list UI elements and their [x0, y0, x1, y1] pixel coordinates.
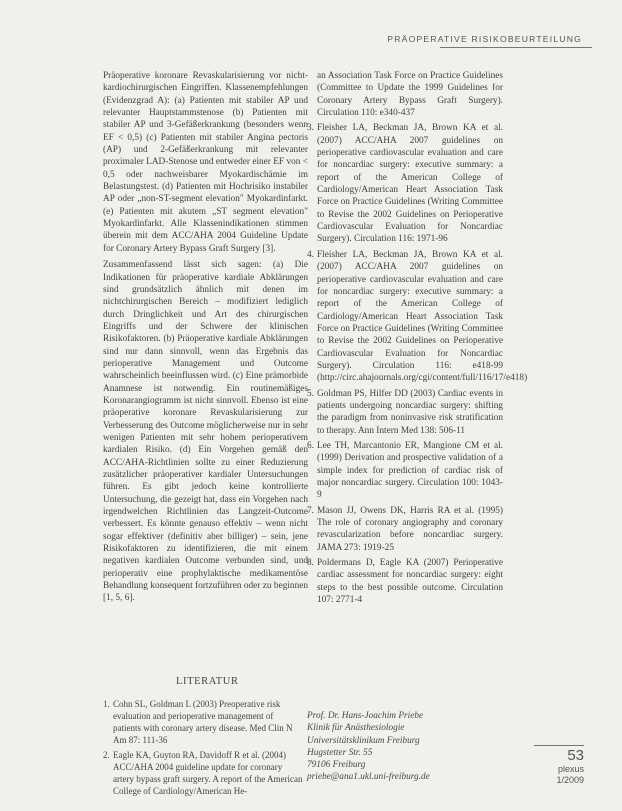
header-rule: [440, 47, 592, 48]
paragraph-summary: Zusammenfassend lässt sich sagen: (a) Die Indikationen für präoperative kardiale Abklärungen sind grundsätzlich ähnlich mit denen im nichtchirurgischen Bereich – modifiziert lediglich durch Dringlichkeit und Art des chirurgischen Eingriffs und der Schwere der klinischen Risikofaktoren. (b) Präoperative kardiale Abklärungen sind nur dann sinnvoll, wenn das Ergebnis das perioperative Management und Outcome wahrscheinlich beeinflussen wird. (c) Eine prämorbide Anamnese ist notwendig. Ein routinemäßiges Koronarangiogramm ist nicht sinnvoll. Ebenso ist eine präoperative koronare Revaskularisierung zur Verbesserung des Outcome möglicherweise nur in sehr wenigen Patienten mit sehr hohem perioperativem kardialen Risiko. (d) Ein Vorgehen gemäß den ACC/AHA-Richtlinien sollte zu einer Reduzierung zusätzlicher präoperativer kardialer Untersuchungen führen. Es gibt jedoch keine kontrollierte Untersuchung, die gezeigt hat, dass ein Vorgehen nach irgendwelchen Richtlinien das Langzeit-Outcome verbessert. Es könnte genauso effektiv – wenn nicht sogar effektiver (definitiv aber billiger) – sein, jene Risikofaktoren zu identifizieren, die mit einem negativen kardialen Outcome verbunden sind, und perioperativ eine prophylaktische medikamentöse Behandlung konsequent fortzuführen oder zu beginnen [1, 5, 6].: [103, 260, 308, 604]
literature-heading: LITERATUR: [176, 676, 239, 687]
reference-list-continued: [307, 70, 528, 606]
footer-rule: [534, 745, 584, 746]
journal-issue: 1/2009: [556, 775, 584, 785]
reference-item: 2. Eagle KA, Guyton RA, Davidoff R et al. (2004) ACC/AHA 2004 guideline update for coronary artery bypass graft surgery. A report of the American College of Cardiology/American He-: [103, 750, 303, 796]
address-line: Hugstetter Str. 55: [307, 747, 373, 758]
right-column: [307, 70, 528, 609]
address-line: 79106 Freiburg: [307, 760, 366, 771]
address-line: Klinik für Anästhesiologie: [307, 723, 405, 734]
paragraph-recommendations: Präoperative koronare Revaskularisierung vor nicht-kardiochirurgischen Eingriffen. Klassenempfehlungen (Evidenzgrad A): (a) Patienten mit stabiler AP und relevanter Hauptstammstenose (b) Patienten mit stabiler AP und 3-Gefäßerkrankung (besonders wenn EF < 0,5) (c) Patienten mit stabiler Angina pectoris (AP) und 2-Gefäßerkrankung mit relevanter proximaler LAD-Stenose und entweder einer EF von < 0,5 oder nachweisbarer Myokardischämie im Belastungstest. (d) Patienten mit Hochrisiko instabiler AP oder „non-ST-segment elevation" Myokardinfarkt. (e) Patienten mit akutem „ST segment elevation" Myokardinfarkt. Alle Klassenindikationen stimmen überein mit dem ACC/AHA 2004 Guideline Update for Coronary Artery Bypass Graft Surgery [3].: [103, 71, 308, 254]
page-footer: [534, 745, 584, 786]
reference-item: 5. Goldman PS, Hilfer DD (2003) Cardiac events in patients undergoing noncardiac surgery: shifting the paradigm from noninvasive risk stratification to therapy. Ann Intern Med 138: 506-11: [307, 388, 503, 436]
journal-name: plexus: [557, 764, 584, 774]
reference-item: 8. Poldermans D, Eagle KA (2007) Perioperative cardiac assessment for noncardiac surgery: eight steps to the best possible outcome. Circulation 107: 2771-4: [307, 558, 503, 606]
reference-item: 3. Fleisher LA, Beckman JA, Brown KA et al. (2007) ACC/AHA 2007 guidelines on perioperative cardiovascular evaluation and care for noncardiac surgery: executive summary: a report of the American College of Cardiology/American Heart Association Task Force on Practice Guidelines (Writing Committee to Revise the 2002 Guidelines on Perioperative Cardiovascular Evaluation for Noncardiac Surgery). Circulation 116: 1971-96: [307, 123, 503, 245]
address-line: Universitätsklinikum Freiburg: [307, 735, 420, 746]
reference-item: an Association Task Force on Practice Guidelines (Committee to Update the 1999 Guidelines for Coronary Artery Bypass Graft Surgery). Circulation 110: e340-437: [317, 71, 503, 119]
literature-list: [103, 698, 303, 800]
page-number: 53: [567, 747, 584, 764]
reference-item: 4. Fleisher LA, Beckman JA, Brown KA et al. (2007) ACC/AHA 2007 guidelines on perioperative cardiovascular evaluation and care for noncardiac surgery: executive summary: a report of the American College of Cardiology/American Heart Association Task Force on Practice Guidelines (Writing Committee to Revise the 2002 Guidelines on Perioperative Cardiovascular Evaluation for Noncardiac Surgery). Circulation 116: e418-99 (http://circ.ahajournals.org/cgi/content/full/116/17/e418): [307, 249, 528, 384]
reference-item: 7. Mason JJ, Owens DK, Harris RA et al. (1995) The role of coronary angiography and coronary revascularization before noncardiac surgery. JAMA 273: 1919-25: [307, 505, 503, 553]
reference-item: 6. Lee TH, Marcantonio ER, Mangione CM et al. (1999) Derivation and prospective validation of a simple index for prediction of cardiac risk of major noncardiac surgery. Circulation 100: 1043-9: [307, 440, 503, 501]
author-name: Prof. Dr. Hans-Joachim Priebe: [307, 711, 424, 721]
author-address: [307, 710, 507, 784]
left-column: [103, 70, 308, 609]
running-head: PRÄOPERATIVE RISIKOBEURTEILUNG: [387, 34, 582, 44]
reference-item: 1. Cohn SL, Goldman L (2003) Preoperative risk evaluation and perioperative management of patients with coronary artery disease. Med Clin N Am 87: 111-36: [103, 699, 293, 745]
author-email: priebe@ana1.ukl.uni-freiburg.de: [307, 772, 430, 783]
